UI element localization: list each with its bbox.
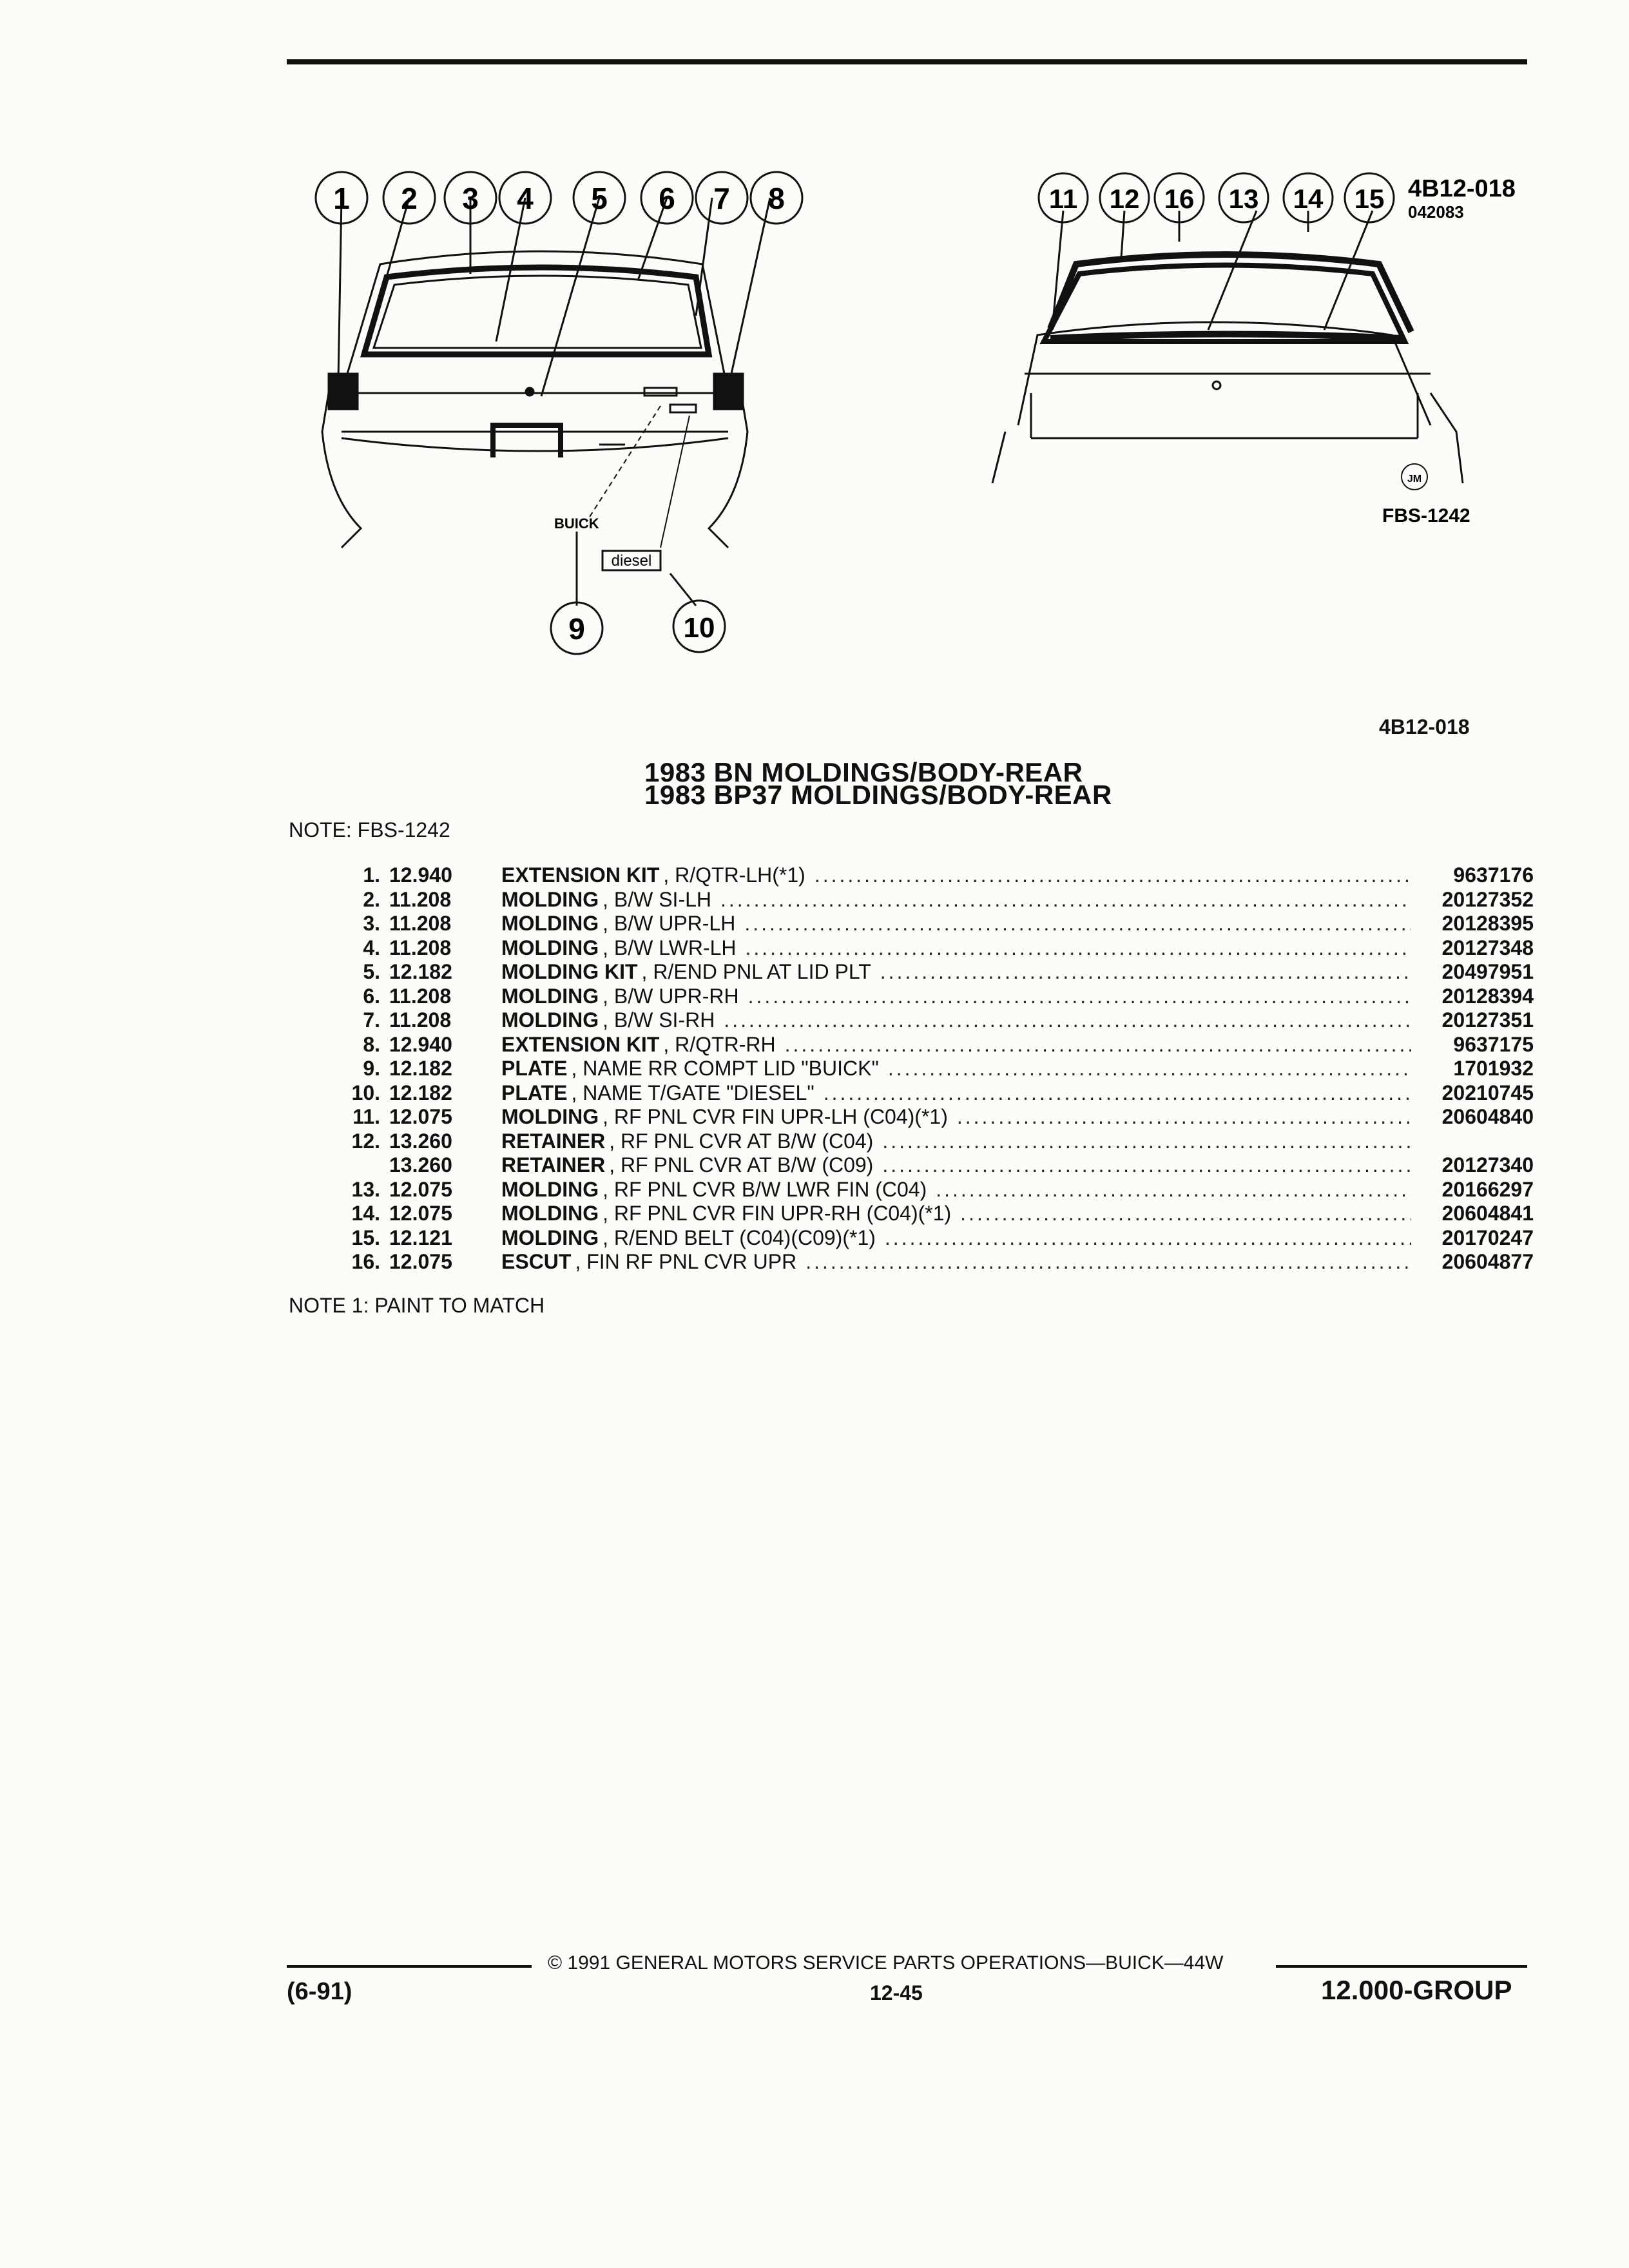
group-number: 13.260 bbox=[389, 1153, 452, 1177]
part-name: EXTENSION KIT bbox=[501, 1032, 660, 1056]
part-description: , B/W SI-RH bbox=[602, 1008, 715, 1032]
part-number: 20497951 bbox=[1441, 960, 1534, 983]
part-number: 20210745 bbox=[1441, 1081, 1534, 1104]
part-name: RETAINER bbox=[501, 1129, 606, 1153]
item-number: 4. bbox=[363, 936, 380, 959]
part-number: 20127352 bbox=[1441, 887, 1534, 911]
footnote: NOTE 1: PAINT TO MATCH bbox=[289, 1294, 545, 1317]
emblem-buick: BUICK bbox=[554, 515, 599, 532]
part-number: 9637175 bbox=[1453, 1032, 1534, 1056]
item-number: 2. bbox=[363, 887, 380, 911]
fig-code: 4B12-018 bbox=[1408, 175, 1516, 202]
part-number: 20604877 bbox=[1441, 1250, 1534, 1273]
group-number: 11.208 bbox=[389, 912, 452, 935]
parts-row bbox=[335, 1153, 1534, 1178]
group-label: 12.000-GROUP bbox=[1321, 1975, 1512, 2005]
part-name: ESCUT bbox=[501, 1250, 572, 1273]
right-roof-panel-figure bbox=[967, 161, 1534, 535]
item-number: 7. bbox=[363, 1008, 380, 1032]
part-description: , B/W LWR-LH bbox=[602, 936, 737, 959]
part-name: MOLDING KIT bbox=[501, 960, 638, 983]
callout-1: 1 bbox=[333, 182, 350, 215]
part-name: MOLDING bbox=[501, 1225, 599, 1249]
part-name: RETAINER bbox=[501, 1153, 606, 1177]
callout-12: 12 bbox=[1109, 184, 1140, 214]
page-ref: 4B12-018 bbox=[1379, 715, 1470, 738]
left-rear-body-figure bbox=[284, 161, 812, 677]
part-name: PLATE bbox=[501, 1081, 568, 1104]
parts-row bbox=[335, 985, 1534, 1009]
part-name: MOLDING bbox=[501, 1177, 599, 1201]
callout-10: 10 bbox=[683, 612, 715, 644]
part-name: EXTENSION KIT bbox=[501, 863, 660, 887]
part-description: , RF PNL CVR AT B/W (C04) bbox=[609, 1129, 874, 1153]
callout-13: 13 bbox=[1228, 184, 1259, 214]
parts-row bbox=[335, 1105, 1534, 1129]
leader-dots bbox=[873, 1129, 1411, 1154]
group-number: 12.075 bbox=[389, 1250, 452, 1273]
item-number: 14. bbox=[351, 1202, 380, 1225]
part-number: 20127340 bbox=[1441, 1153, 1534, 1177]
callout-15: 15 bbox=[1354, 184, 1385, 214]
part-description: , R/QTR-RH bbox=[663, 1032, 776, 1056]
part-description: , NAME T/GATE "DIESEL" bbox=[571, 1081, 815, 1104]
item-number: 15. bbox=[351, 1225, 380, 1249]
parts-row bbox=[335, 1033, 1534, 1057]
group-number: 11.208 bbox=[389, 1008, 452, 1032]
callout-8: 8 bbox=[768, 182, 785, 215]
leader-dots bbox=[715, 1008, 1411, 1033]
item-number: 5. bbox=[363, 960, 380, 983]
jm-mark: JM bbox=[1407, 474, 1422, 485]
part-number: 20128395 bbox=[1441, 912, 1534, 935]
part-description: , RF PNL CVR FIN UPR-LH (C04)(*1) bbox=[602, 1105, 948, 1128]
leader-dots bbox=[796, 1250, 1411, 1274]
copyright: © 1991 GENERAL MOTORS SERVICE PARTS OPERATIONS—BUICK—44W bbox=[548, 1952, 1224, 1974]
leader-dots bbox=[737, 936, 1412, 961]
item-number: 6. bbox=[363, 984, 380, 1008]
leader-dots bbox=[948, 1105, 1411, 1129]
footer-rule-left bbox=[287, 1965, 532, 1968]
leader-dots bbox=[927, 1178, 1411, 1202]
part-number: 20128394 bbox=[1441, 984, 1534, 1008]
part-number: 20604841 bbox=[1441, 1202, 1534, 1225]
part-description: , R/END BELT (C04)(C09)(*1) bbox=[602, 1225, 876, 1249]
part-description: , RF PNL CVR B/W LWR FIN (C04) bbox=[602, 1177, 927, 1201]
part-name: MOLDING bbox=[501, 912, 599, 935]
leader-dots bbox=[871, 960, 1411, 985]
part-description: , RF PNL CVR FIN UPR-RH (C04)(*1) bbox=[602, 1202, 952, 1225]
part-name: MOLDING bbox=[501, 984, 599, 1008]
group-number: 11.208 bbox=[389, 984, 452, 1008]
leader-dots bbox=[879, 1057, 1411, 1081]
parts-row bbox=[335, 1202, 1534, 1226]
callout-4: 4 bbox=[517, 182, 534, 215]
part-number: 20604840 bbox=[1441, 1105, 1534, 1128]
item-number: 12. bbox=[351, 1129, 380, 1153]
part-description: , B/W UPR-LH bbox=[602, 912, 736, 935]
callout-9: 9 bbox=[568, 612, 585, 646]
part-name: MOLDING bbox=[501, 887, 599, 911]
leader-dots bbox=[805, 863, 1411, 888]
group-number: 12.940 bbox=[389, 1032, 452, 1056]
group-number: 12.182 bbox=[389, 960, 452, 983]
part-name: MOLDING bbox=[501, 1008, 599, 1032]
group-number: 12.121 bbox=[389, 1225, 452, 1249]
callout-6: 6 bbox=[659, 182, 675, 215]
item-number: 16. bbox=[351, 1250, 380, 1273]
parts-row bbox=[335, 1057, 1534, 1081]
leader-dots bbox=[873, 1153, 1411, 1178]
top-rule bbox=[287, 59, 1527, 64]
part-name: MOLDING bbox=[501, 936, 599, 959]
leader-dots bbox=[776, 1033, 1411, 1057]
title-line-2: 1983 BP37 MOLDINGS/BODY-REAR bbox=[644, 780, 1112, 810]
item-number: 8. bbox=[363, 1032, 380, 1056]
part-number: 20170247 bbox=[1441, 1225, 1534, 1249]
part-description: , B/W SI-LH bbox=[602, 887, 711, 911]
parts-row bbox=[335, 936, 1534, 961]
part-number: 20166297 bbox=[1441, 1177, 1534, 1201]
part-number: 20127348 bbox=[1441, 936, 1534, 959]
parts-row bbox=[335, 1250, 1534, 1274]
note-line: NOTE: FBS-1242 bbox=[289, 818, 450, 841]
item-number: 3. bbox=[363, 912, 380, 935]
group-number: 12.182 bbox=[389, 1057, 452, 1080]
page-number: 12-45 bbox=[870, 1981, 923, 2004]
part-description: , R/QTR-LH(*1) bbox=[663, 863, 805, 887]
part-description: , NAME RR COMPT LID "BUICK" bbox=[571, 1057, 879, 1080]
callout-16: 16 bbox=[1164, 184, 1195, 214]
parts-row bbox=[335, 1178, 1534, 1202]
item-number: 13. bbox=[351, 1177, 380, 1201]
parts-row bbox=[335, 1008, 1534, 1033]
part-description: , B/W UPR-RH bbox=[602, 984, 739, 1008]
parts-row bbox=[335, 1226, 1534, 1251]
group-number: 12.075 bbox=[389, 1177, 452, 1201]
leader-dots bbox=[815, 1081, 1411, 1106]
group-number: 11.208 bbox=[389, 936, 452, 959]
part-description: , FIN RF PNL CVR UPR bbox=[575, 1250, 797, 1273]
fbs-code: FBS-1242 bbox=[1382, 505, 1470, 526]
leader-dots bbox=[739, 985, 1411, 1009]
parts-row bbox=[335, 912, 1534, 936]
fig-date: 042083 bbox=[1408, 202, 1464, 222]
leader-dots bbox=[951, 1202, 1411, 1226]
item-number: 10. bbox=[351, 1081, 380, 1104]
group-number: 13.260 bbox=[389, 1129, 452, 1153]
parts-row bbox=[335, 863, 1534, 888]
group-number: 11.208 bbox=[389, 887, 452, 911]
callout-2: 2 bbox=[401, 182, 418, 215]
parts-row bbox=[335, 960, 1534, 985]
item-number: 9. bbox=[363, 1057, 380, 1080]
callout-3: 3 bbox=[462, 182, 479, 215]
group-number: 12.182 bbox=[389, 1081, 452, 1104]
group-number: 12.075 bbox=[389, 1202, 452, 1225]
part-description: , R/END PNL AT LID PLT bbox=[641, 960, 871, 983]
part-number: 1701932 bbox=[1453, 1057, 1534, 1080]
item-number: 11. bbox=[352, 1105, 380, 1128]
title-line-1: 1983 BN MOLDINGS/BODY-REAR bbox=[644, 757, 1083, 787]
part-name: PLATE bbox=[501, 1057, 568, 1080]
leader-dots bbox=[711, 888, 1411, 912]
item-number: 1. bbox=[363, 863, 380, 887]
emblem-diesel: diesel bbox=[611, 552, 652, 570]
parts-list bbox=[335, 863, 1534, 1274]
leader-dots bbox=[735, 912, 1411, 936]
footer-rule-right bbox=[1276, 1965, 1527, 1968]
date-code: (6-91) bbox=[287, 1978, 352, 2005]
group-number: 12.075 bbox=[389, 1105, 452, 1128]
callout-7: 7 bbox=[713, 182, 730, 215]
parts-row bbox=[335, 1129, 1534, 1154]
part-name: MOLDING bbox=[501, 1105, 599, 1128]
callout-11: 11 bbox=[1048, 184, 1078, 214]
leader-dots bbox=[876, 1226, 1411, 1251]
part-description: , RF PNL CVR AT B/W (C09) bbox=[609, 1153, 874, 1177]
part-number: 9637176 bbox=[1453, 863, 1534, 887]
part-number: 20127351 bbox=[1441, 1008, 1534, 1032]
parts-row bbox=[335, 1081, 1534, 1106]
group-number: 12.940 bbox=[389, 863, 452, 887]
parts-row bbox=[335, 888, 1534, 912]
part-name: MOLDING bbox=[501, 1202, 599, 1225]
callout-5: 5 bbox=[591, 182, 608, 215]
callout-14: 14 bbox=[1293, 184, 1324, 214]
